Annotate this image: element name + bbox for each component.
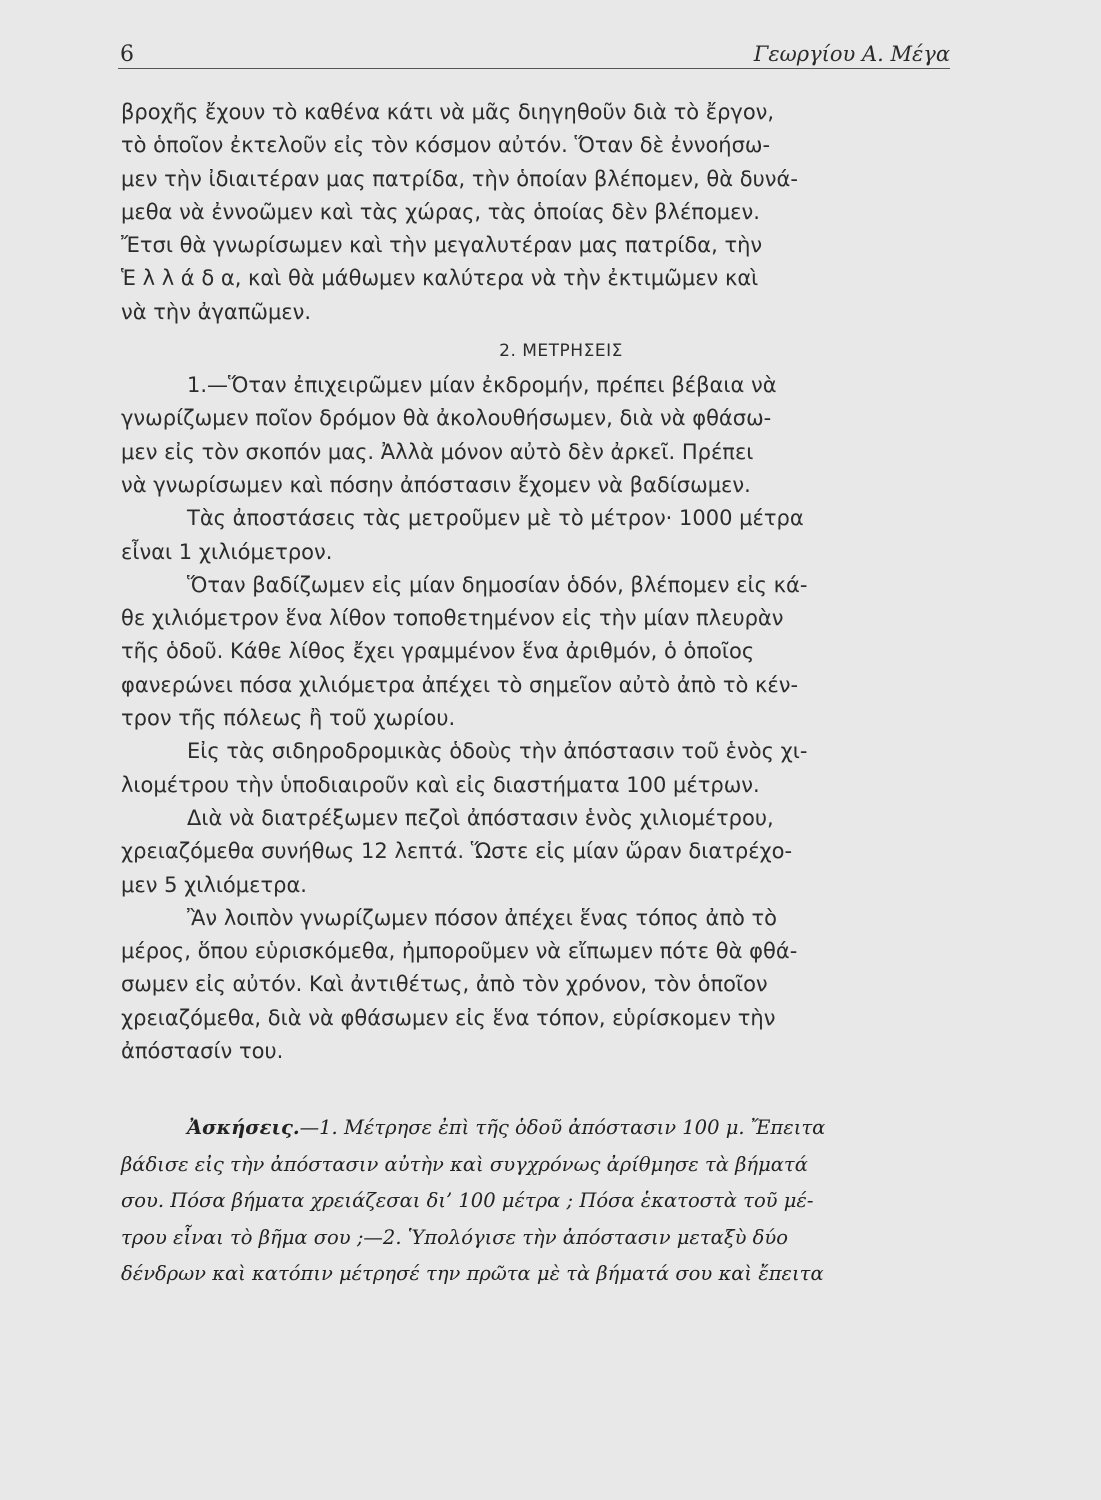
text-line: Ὅταν βαδίζωμεν εἰς μίαν δημοσίαν ὁδόν, βλέπομεν εἰς κά- xyxy=(187,572,808,597)
exercises-label: Ἀσκήσεις. xyxy=(187,1116,300,1140)
text-line: νὰ τὴν ἀγαπῶμεν. xyxy=(121,299,312,324)
text-line: εἶναι 1 χιλιόμετρον. xyxy=(121,539,333,564)
exercises-first-line xyxy=(121,1110,961,1147)
text-line: μεν εἰς τὸν σκοπόν μας. Ἀλλὰ μόνον αὐτὸ δὲν ἀρκεῖ. Πρέπει xyxy=(121,439,754,464)
text-line: τῆς ὁδοῦ. Κάθε λίθος ἔχει γραμμένον ἕνα ἀριθμόν, ὁ ὁποῖος xyxy=(121,639,755,664)
text-line: γνωρίζωμεν ποῖον δρόμον θὰ ἀκολουθήσωμεν, διὰ νὰ φθάσω- xyxy=(121,406,772,431)
text-line: Εἰς τὰς σιδηροδρομικὰς ὁδοὺς τὴν ἀπόστασιν τοῦ ἑνὸς χι- xyxy=(187,739,808,764)
spacer xyxy=(121,1068,961,1110)
exercise-line: τρου εἶναι τὸ βῆμα σου ;—2. Ὑπολόγισε τὴν ἀπόστασιν μεταξὺ δύο xyxy=(121,1225,788,1249)
running-head: Γεωργίου Α. Μέγα xyxy=(753,42,950,66)
body-text xyxy=(121,96,961,1293)
text-line: χρειαζόμεθα, διὰ νὰ φθάσωμεν εἰς ἕνα τόπον, εὑρίσκομεν τὴν xyxy=(121,1005,776,1030)
exercises-text: —1. Μέτρησε ἐπὶ τῆς ὁδοῦ ἀπόστασιν 100 μ. Ἔπειτα xyxy=(299,1116,826,1140)
text-line: τὸ ὁποῖον ἐκτελοῦν εἰς τὸν κόσμον αὐτόν. Ὅταν δὲ ἐννοήσω- xyxy=(121,133,771,158)
text-line: τρον τῆς πόλεως ἢ τοῦ χωρίου. xyxy=(121,706,456,731)
text-line: βροχῆς ἔχουν τὸ καθένα κάτι νὰ μᾶς διηγηθοῦν διὰ τὸ ἔργον, xyxy=(121,100,775,124)
text-line: μεν τὴν ἰδιαιτέραν μας πατρίδα, τὴν ὁποίαν βλέπομεν, θὰ δυνά- xyxy=(121,166,798,191)
section-title: 2. ΜΕΤΡΗΣΕΙΣ xyxy=(499,341,623,362)
text-line: Ἑ λ λ ά δ α, καὶ θὰ μάθωμεν καλύτερα νὰ τὴν ἐκτιμῶμεν καὶ xyxy=(121,266,759,291)
text-line: λιομέτρου τὴν ὑποδιαιροῦν καὶ εἰς διαστήματα 100 μέτρων. xyxy=(121,772,760,797)
text-line: νὰ γνωρίσωμεν καὶ πόσην ἀπόστασιν ἔχομεν νὰ βαδίσωμεν. xyxy=(121,472,751,497)
text-line: Διὰ νὰ διατρέξωμεν πεζοὶ ἀπόστασιν ἑνὸς χιλιομέτρου, xyxy=(187,805,774,830)
text-line: ἀπόστασίν του. xyxy=(121,1039,284,1064)
text-line: Ἂν λοιπὸν γνωρίζωμεν πόσον ἀπέχει ἕνας τόπος ἀπὸ τὸ xyxy=(187,905,777,930)
exercise-line: βάδισε εἰς τὴν ἀπόστασιν αὐτὴν καὶ συγχρόνως ἀρίθμησε τὰ βήματά xyxy=(121,1152,808,1176)
text-line: μεν 5 χιλιόμετρα. xyxy=(121,872,307,897)
exercise-line: σου. Πόσα βήματα χρειάζεσαι δι’ 100 μέτρα ; Πόσα ἑκατοστὰ τοῦ μέ- xyxy=(121,1189,814,1213)
exercise-line: δένδρων καὶ κατόπιν μέτρησέ την πρῶτα μὲ τὰ βήματά σου καὶ ἔπειτα xyxy=(121,1262,824,1286)
text-line: χρειαζόμεθα συνήθως 12 λεπτά. Ὥστε εἰς μίαν ὥραν διατρέχο- xyxy=(121,839,793,864)
text-line: θε χιλιόμετρον ἕνα λίθον τοποθετημένον εἰς τὴν μίαν πλευρὰν xyxy=(121,606,784,631)
text-line: μεθα νὰ ἐννοῶμεν καὶ τὰς χώρας, τὰς ὁποίας δὲν βλέπομεν. xyxy=(121,199,760,224)
text-line: Τὰς ἀποστάσεις τὰς μετροῦμεν μὲ τὸ μέτρον· 1000 μέτρα xyxy=(187,506,804,531)
page-number: 6 xyxy=(120,42,134,67)
text-line: Ἔτσι θὰ γνωρίσωμεν καὶ τὴν μεγαλυτέραν μας πατρίδα, τὴν xyxy=(121,233,763,258)
text-line: 1.—Ὅταν ἐπιχειρῶμεν μίαν ἐκδρομήν, πρέπει βέβαια νὰ xyxy=(187,373,777,398)
text-line: μέρος, ὅπου εὑρισκόμεθα, ἠμποροῦμεν νὰ εἴπωμεν πότε θὰ φθά- xyxy=(121,939,798,964)
text-line: σωμεν εἰς αὐτόν. Καὶ ἀντιθέτως, ἀπὸ τὸν χρόνον, τὸν ὁποῖον xyxy=(121,972,768,997)
header-rule xyxy=(118,68,950,69)
text-line: φανερώνει πόσα χιλιόμετρα ἀπέχει τὸ σημεῖον αὐτὸ ἀπὸ τὸ κέν- xyxy=(121,672,799,697)
